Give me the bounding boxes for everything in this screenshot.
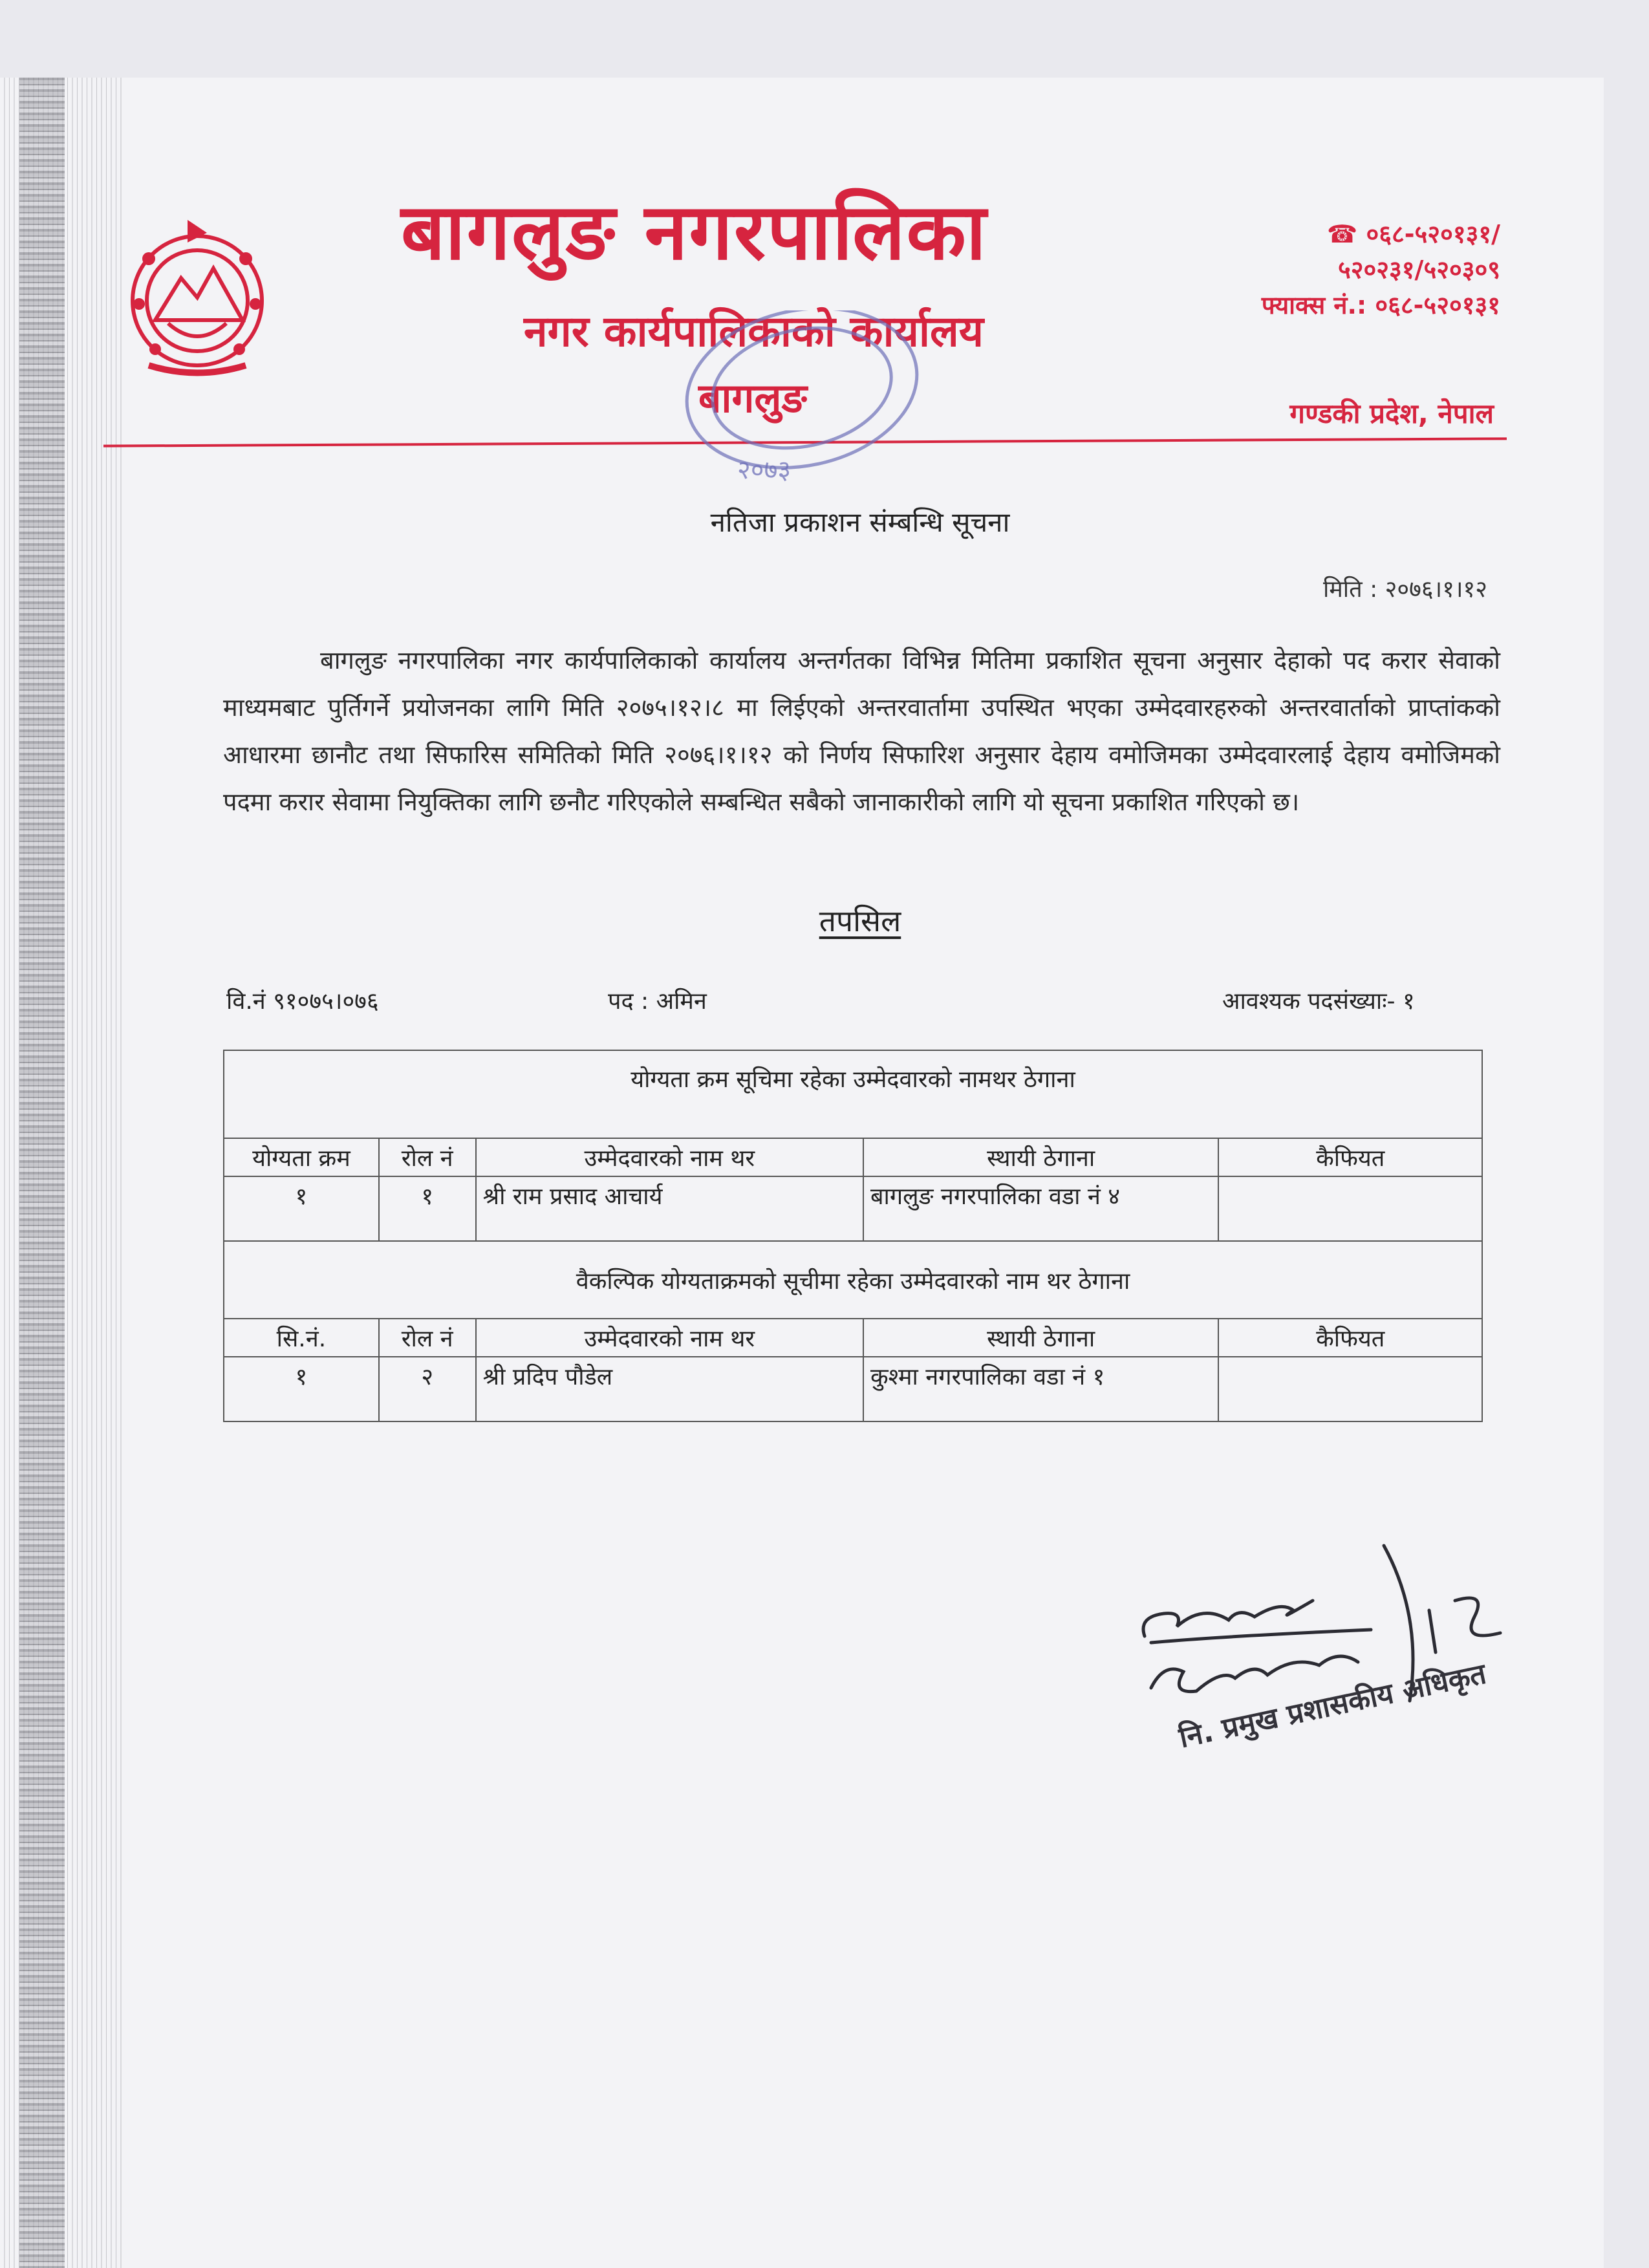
nepal-emblem-icon [110,207,285,382]
merit-caption: योग्यता क्रम सूचिमा रहेका उम्मेदवारको नामथर ठेगाना [224,1050,1482,1138]
alternate-header-name: उम्मेदवारको नाम थर [476,1319,863,1357]
alternate-remarks [1218,1357,1482,1421]
details-heading: तपसिल [819,903,901,938]
alternate-header-row [224,1319,1482,1357]
phone-line-2: ५२०२३१/५२०३०९ [1338,255,1500,285]
post-name: पद : अमिन [608,988,707,1015]
alternate-header-roll: रोल नं [379,1319,476,1357]
merit-name: श्री राम प्रसाद आचार्य [476,1176,863,1241]
alternate-name: श्री प्रदिप पौडेल [476,1357,863,1421]
results-table [223,1050,1483,1422]
notice-date: मिति : २०७६।१।१२ [1322,576,1487,603]
merit-address: बागलुङ नगरपालिका वडा नं ४ [863,1176,1218,1241]
merit-remarks [1218,1176,1482,1241]
alternate-sn: १ [224,1357,379,1421]
org-name: बागलुङ नगरपालिका [401,188,987,277]
reference-number: वि.नं ९१०७५।०७६ [226,988,379,1015]
scan-shadow-dark [19,78,65,2268]
office-name: नगर कार्यपालिकाको कार्यालय [524,307,984,356]
notice-body: बागलुङ नगरपालिका नगर कार्यपालिकाको कार्यालय अन्तर्गतका विभिन्न मितिमा प्रकाशित सूचना अनुसार देहाको पद करार सेवाको माध्यमबाट पुर्तिगर्ने प्रयोजनका लागि मिति २०७५।१२।८ मा लिईएको अन्तरवार्तामा उपस्थित भएका उम्मेदवारहरुको अन्तरवार्ताको प्राप्तांकको आधारमा छानौट तथा सिफारिस समितिको मिति २०७६।१।१२ को निर्णय सिफारिश अनुसार देहाय वमोजिमका उम्मेदवारलाई देहाय वमोजिमको पदमा करार सेवामा नियुक्तिका लागि छनौट गरिएकोले सम्बन्धित सबैको जानाकारीको लागि यो सूचना प्रकाशित गरिएको छ। [223,646,1500,816]
notice-title: नतिजा प्रकाशन संम्बन्धि सूचना [710,506,1010,538]
merit-header-roll: रोल नं [379,1138,476,1176]
table-row [224,1357,1482,1421]
required-positions: आवश्यक पदसंख्याः- १ [1222,988,1415,1015]
merit-header-remarks: कैफियत [1218,1138,1482,1176]
alternate-roll: २ [379,1357,476,1421]
alternate-caption: वैकल्पिक योग्यताक्रमको सूचीमा रहेका उम्मेदवारको नाम थर ठेगाना [224,1241,1482,1319]
alternate-header-address: स्थायी ठेगाना [863,1319,1218,1357]
contact-block [1216,217,1500,323]
merit-roll: १ [379,1176,476,1241]
alternate-header-remarks: कैफियत [1218,1319,1482,1357]
alternate-address: कुश्मा नगरपालिका वडा नं १ [863,1357,1218,1421]
merit-header-rank: योग्यता क्रम [224,1138,379,1176]
office-stamp [653,310,925,491]
alternate-header-sn: सि.नं. [224,1319,379,1357]
stamp-year: २०७३ [737,455,792,485]
phone-line-1: ☎ ०६८-५२०१३१/ [1326,220,1500,248]
table-row [224,1176,1482,1241]
merit-header-address: स्थायी ठेगाना [863,1138,1218,1176]
signatory-title: नि. प्रमुख प्रशासकीय अधिकृत [1176,1657,1489,1755]
province: गण्डकी प्रदेश, नेपाल [1289,398,1494,429]
merit-header-row [224,1138,1482,1176]
city-name: बागलुङ [698,374,807,422]
merit-header-name: उम्मेदवारको नाम थर [476,1138,863,1176]
fax-line: फ्याक्स नं.: ०६८-५२०१३१ [1261,291,1500,320]
merit-rank: १ [224,1176,379,1241]
